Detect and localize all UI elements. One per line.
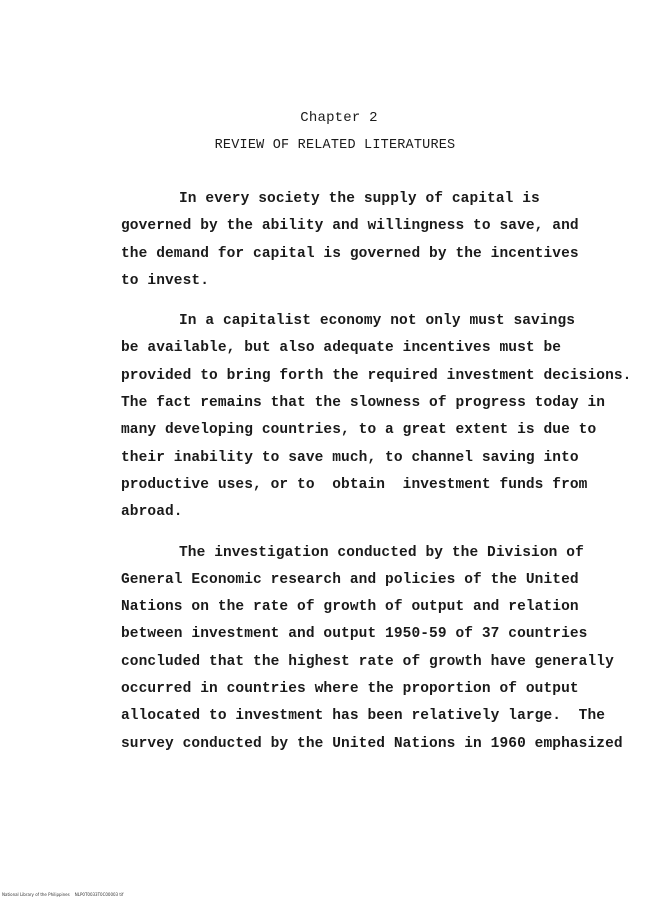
text-line: the demand for capital is governed by the incentives [121,245,579,262]
text-line: In every society the supply of capital is [179,191,540,207]
text-line: concluded that the highest rate of growth have generally [121,653,614,670]
text-line: General Economic research and policies of the United [121,571,579,588]
text-line: many developing countries, to a great extent is due to [121,422,597,439]
paragraph-1 [121,186,611,295]
text-line: In a capitalist economy not only must savings [179,313,576,330]
chapter-title: REVIEW OF RELATED LITERATURES [214,138,456,153]
text-line: Nations on the rate of growth of output and relation [121,599,579,616]
paragraph-3 [121,540,623,758]
text-line: governed by the ability and willingness to save, and [121,218,579,235]
text-line: survey conducted by the United Nations in 1960 emphasized [121,735,623,752]
text-line: between investment and output 1950-59 of 37 countries [121,626,588,643]
text-line: The investigation conducted by the Division of [179,544,584,561]
text-line: The fact remains that the slowness of progress today in [121,395,606,412]
text-line: to invest. [121,272,210,289]
body-text [121,186,632,758]
paragraph-2 [121,308,632,526]
text-line: occurred in countries where the proportion of output [121,681,579,698]
text-line: provided to bring forth the required investment decisions. [121,367,632,384]
text-line: abroad. [121,504,183,521]
text-line: be available, but also adequate incentives must be [121,340,562,357]
text-line: their inability to save much, to channel saving into [121,449,579,466]
text-line: productive uses, or to obtain investment funds from [121,476,588,493]
text-line: allocated to investment has been relatively large. The [121,708,606,725]
scan-footer: National Library of the Philippines NLP0T0033T0C00003 tif [2,892,124,897]
chapter-number: Chapter 2 [300,110,378,126]
